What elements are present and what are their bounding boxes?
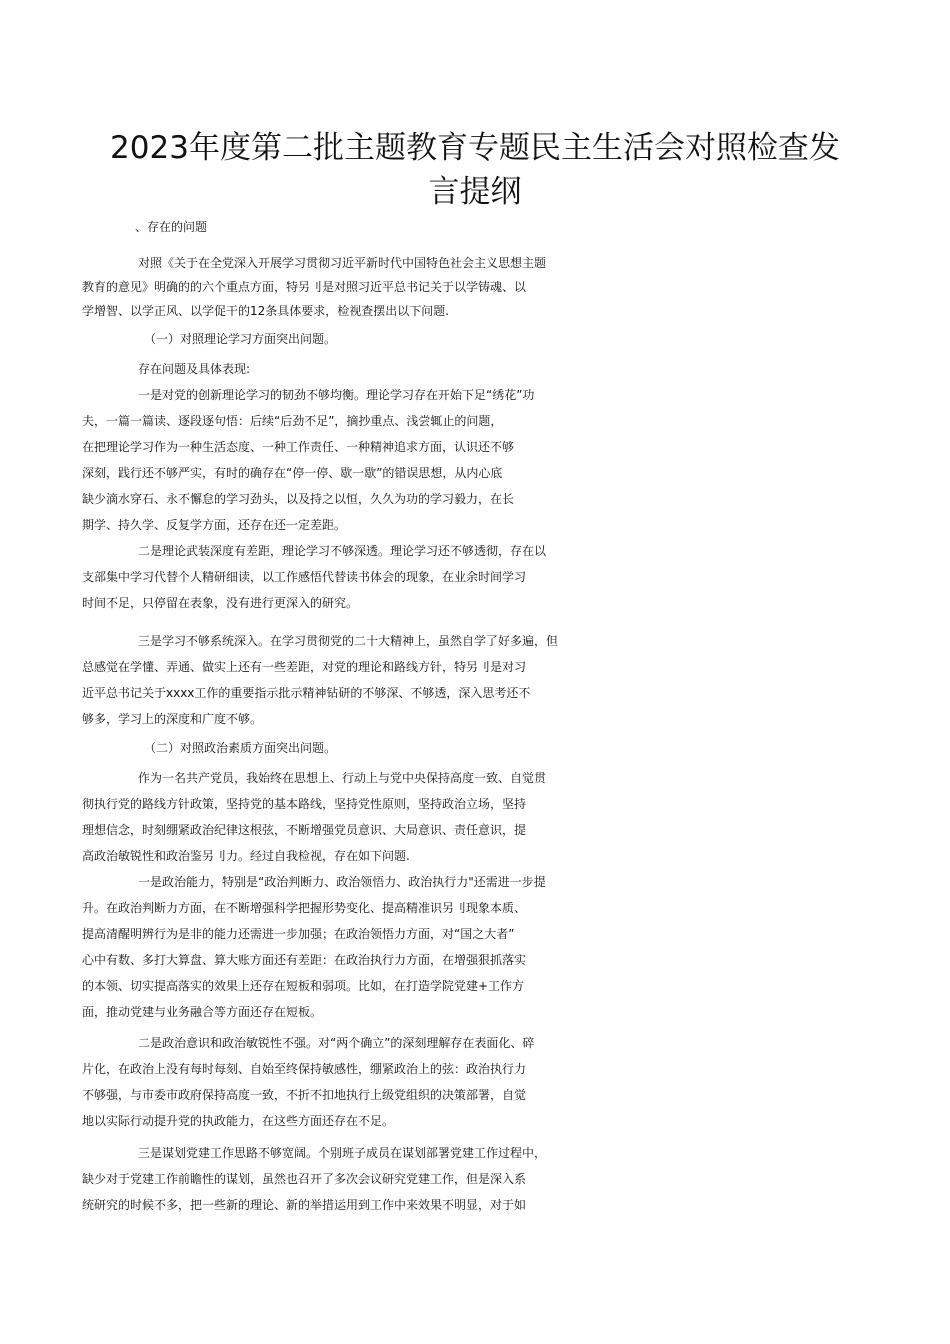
paragraph-line: 学增智、以学正风、以学促干的12条具体要求，检视查摆出以下问题. [82,304,450,318]
paragraph-line: 高政治敏锐性和政治鉴另刂力。经过自我检视，存在如下问题. [82,849,410,863]
paragraph-line: 提高清醒明辨行为是非的能力还需进一步加强；在政治领悟力方面，对“国之大者” [82,927,515,941]
paragraph-line: 教育的意见》明确的的六个重点方面，特另刂是对照习近平总书记关于以学铸魂、以 [82,280,527,294]
paragraph-line: 时间不足，只停留在表象，没有进行更深入的研究。 [82,596,359,610]
paragraph-line: 在把理论学习作为一种生活态度、一种工作责任、一种精神追求方面，认识还不够 [82,440,515,454]
paragraph-line: 理想信念，时刻绷紧政治纪律这根弦，不断增强党员意识、大局意识、责任意识，提 [82,823,527,837]
paragraph-line: 作为一名共产党员，我始终在思想上、行动上与党中央保持高度一致、自觉贯 [138,771,547,785]
paragraph-line: 心中有数、多打大算盘、算大账方面还有差距：在政治执行力方面，在增强狠抓落实 [82,953,527,967]
paragraph-line: 三是学习不够系统深入。在学习贯彻党的二十大精神上，虽然自学了好多遍，但 [138,634,559,648]
paragraph-line: 缺少滴水穿石、永不懈怠的学习劲头，以及持之以恒，久久为功的学习毅力，在长 [82,492,515,506]
section-heading: 、存在的问题 [135,220,208,234]
subsection-heading: （二）对照政治素质方面突出问题。 [144,741,337,755]
document-title-line-1: 2023年度第二批主题教育专题民主生活会对照检查发 [110,130,840,166]
paragraph-line: 二是理论武装深度有差距，理论学习不够深透。理论学习还不够透彻，存在以 [138,544,547,558]
paragraph-line: 支部集中学习代替个人精研细读，以工作感悟代替读书体会的现象，在业余时间学习 [82,570,527,584]
paragraph-line: 缺少对于党建工作前瞻性的谋划，虽然也召开了多次会议研究党建工作，但是深入系 [82,1172,527,1186]
paragraph-line: 的本领、切实提高落实的效果上还存在短板和弱项。比如，在打造学院党建+工作方 [82,979,525,993]
subsection-heading: （一）对照理论学习方面突出问题。 [144,332,337,346]
paragraph-line: 对照《关于在全党深入开展学习贯彻习近平新时代中国特色社会主义思想主题 [138,256,547,270]
paragraph-line: 地以实际行动提升党的执政能力，在这些方面还存在不足。 [82,1114,395,1128]
paragraph-line: 期学、持久学、反复学方面，还存在还一定差距。 [82,518,347,532]
paragraph-line: 一是对党的创新理论学习的韧劲不够均衡。理论学习存在开始下足“绣花”功 [138,388,535,402]
paragraph-line: 存在问题及具体表现: [138,362,251,376]
paragraph-line: 面，推动党建与业务融合等方面还存在短板。 [82,1005,323,1019]
document-title-line-2: 言提纲 [428,174,522,210]
paragraph-line: 不够强，与市委市政府保持高度一致，不折不扣地执行上级党组织的决策部署，自觉 [82,1088,527,1102]
paragraph-line: 够多，学习上的深度和广度不够。 [82,712,263,726]
paragraph-line: 夫，一篇一篇读、逐段逐句悟：后续“后劲不足”，摘抄重点、浅尝辄止的问题， [82,414,503,428]
paragraph-line: 近平总书记关于xxxx工作的重要指示批示精神钻研的不够深、不够透，深入思考还不 [82,686,531,700]
paragraph-line: 彻执行党的路线方针政策，坚持党的基本路线，坚持党性原则，坚持政治立场，坚持 [82,797,527,811]
paragraph-line: 三是谋划党建工作思路不够宽阔。个别班子成员在谋划部署党建工作过程中， [138,1146,547,1160]
paragraph-line: 一是政治能力，特别是“政治判断力、政治领悟力、政治执行力"还需进一步提 [138,875,546,889]
paragraph-line: 总感觉在学懂、弄通、做实上还有一些差距，对党的理论和路线方针，特另刂是对习 [82,660,527,674]
paragraph-line: 统研究的时候不多，把一些新的理论、新的举措运用到工作中来效果不明显，对于如 [82,1198,527,1212]
paragraph-line: 深刻，践行还不够严实，有时的确存在“停一停、歇一歇”的错误思想，从内心底 [82,466,503,480]
paragraph-line: 升。在政治判断力方面，在不断增强科学把握形势变化、提高精准识另刂现象本质、 [82,901,527,915]
paragraph-line: 片化，在政治上没有每时每刻、自始至终保持敏感性，绷紧政治上的弦：政治执行力 [82,1062,527,1076]
paragraph-line: 二是政治意识和政治敏锐性不强。对“两个确立”的深刻理解存在表面化、碎 [138,1036,535,1050]
